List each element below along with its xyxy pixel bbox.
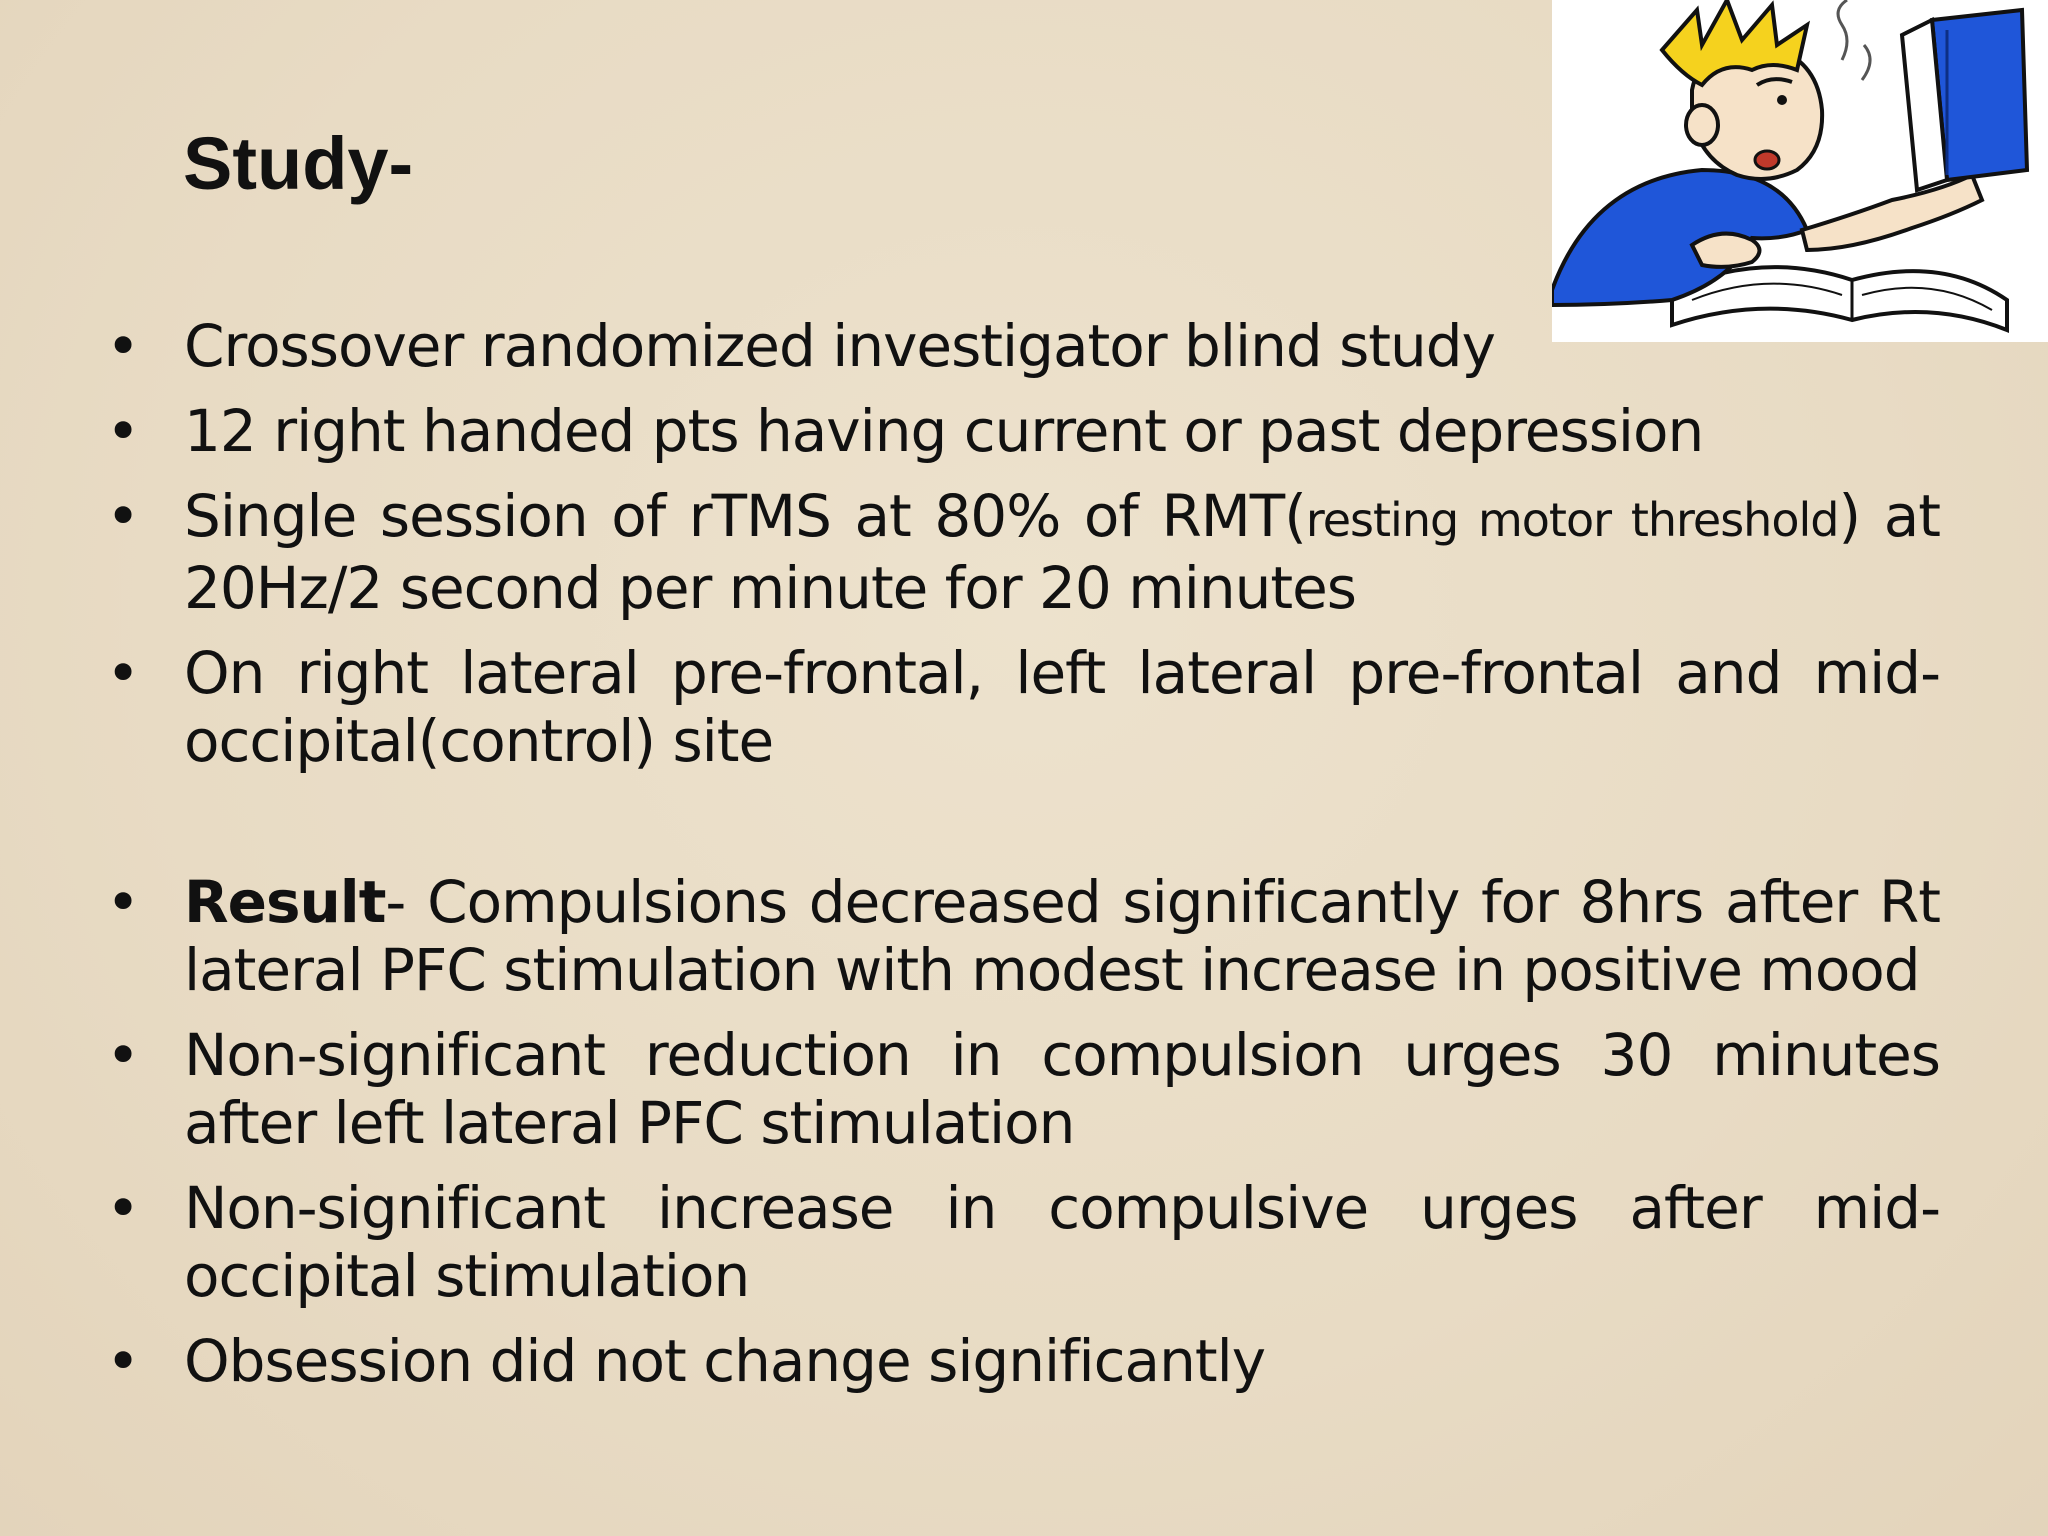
student-reading-icon [1552,0,2048,342]
list-item [106,1021,1940,1157]
bullet-text: Obsession did not change significantly [184,1327,1266,1395]
bullet-text: Single session of rTMS at 80% of RMT( [184,482,1306,550]
bullet-marker: • [106,1021,140,1089]
student-reading-illustration [1552,0,2048,342]
bullet-marker: • [106,868,140,936]
list-item [106,1327,1940,1395]
bullet-text: Crossover randomized investigator blind study [184,312,1495,380]
bullet-text: Non-significant increase in compulsive urges after mid-occipital stimulation [184,1174,1940,1310]
result-label: Result [184,868,386,936]
bullet-text: ) at 20Hz/2 second per minute for 20 minutes [184,482,1940,622]
slide-title: Study- [183,122,414,205]
list-item [106,868,1940,1004]
bullet-text: Non-significant reduction in compulsion urges 30 minutes after left lateral PFC stimulation [184,1021,1940,1157]
bullet-marker: • [106,1174,140,1242]
bullet-marker: • [106,482,140,550]
bullet-text-small: resting motor threshold [1305,493,1839,547]
list-item [106,482,1940,622]
list-item [106,312,1940,380]
bullet-text: - Compulsions decreased significantly for 8hrs after Rt lateral PFC stimulation with modest increase in positive mood [184,868,1940,1004]
list-item [106,397,1940,465]
bullet-marker: • [106,1327,140,1395]
list-item [106,639,1940,775]
bullet-text: 12 right handed pts having current or past depression [184,397,1704,465]
bullet-marker: • [106,397,140,465]
list-item [106,1174,1940,1310]
bullet-list [106,312,1940,1412]
bullet-marker: • [106,639,140,707]
bullet-text: On right lateral pre-frontal, left lateral pre-frontal and mid-occipital(control) site [184,639,1940,775]
bullet-marker: • [106,312,140,380]
